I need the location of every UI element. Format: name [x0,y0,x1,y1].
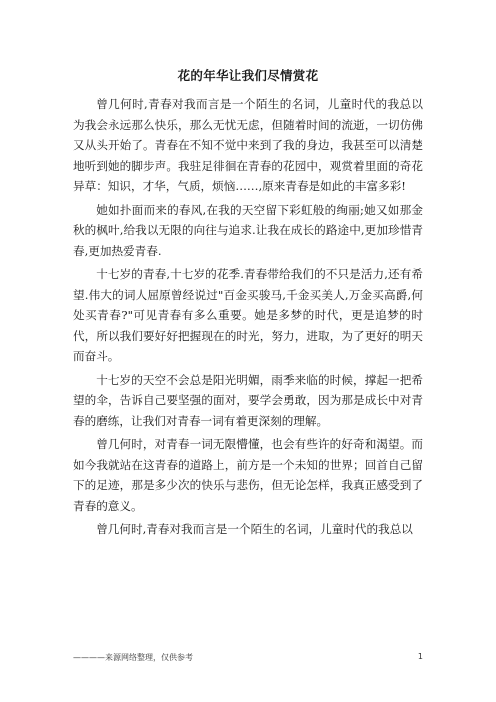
document-body [73,94,423,543]
page-footer [73,652,423,666]
paragraph-3: 十七岁的青春,十七岁的花季.青春带给我们的不只是活力,还有希望.伟大的词人屈原曾经说过"百金买骏马,千金买美人,万金买高爵,何处买青春?"可见青春有多么重要。她是多梦的时代，更是追梦的时代，所以我们要好好把握现在的时光，努力，进取，为了更好的明天而奋斗。 [73,267,423,363]
paragraph-5: 曾几何时，对青春一词无限懵懂，也会有些许的好奇和渴望。而如今我就站在这青春的道路上，前方是一个未知的世界；回首自己留下的足迹，那是多少次的快乐与悲伤，但无论怎样，我真正感受到了青春的意义。 [73,437,423,513]
document-title: 花的年华让我们尽情赏花 [177,68,319,83]
paragraph-6: 曾几何时,青春对我而言是一个陌生的名词，儿童时代的我总以 [96,522,413,536]
paragraph-4: 十七岁的天空不会总是阳光明媚，雨季来临的时候，撑起一把希望的伞，告诉自己要坚强的面对，要学会勇敢，因为那是成长中对青春的磨练，让我们对青春一词有着更深刻的理解。 [73,372,423,428]
footer-source-note: ————来源网络整理，仅供参考 [73,653,193,662]
paragraph-2: 她如扑面而来的春风,在我的天空留下彩虹般的绚丽;她又如那金秋的枫叶,给我以无限的向往与追求.让我在成长的路途中,更加珍惜青春,更加热爱青春. [73,202,423,258]
page-number: 1 [417,652,423,661]
paragraph-1: 曾几何时,青春对我而言是一个陌生的名词，儿童时代的我总以为我会永远那么快乐，那么无忧无虑，但随着时间的流逝，一切仿佛又从头开始了。青春在不知不觉中来到了我的身边，我甚至可以清楚地听到她的脚步声。我驻足徘徊在青春的花园中，观赏着里面的奇花异草：知识，才华，气质，烦恼……,原来青春是如此的丰富多彩! [73,97,423,193]
